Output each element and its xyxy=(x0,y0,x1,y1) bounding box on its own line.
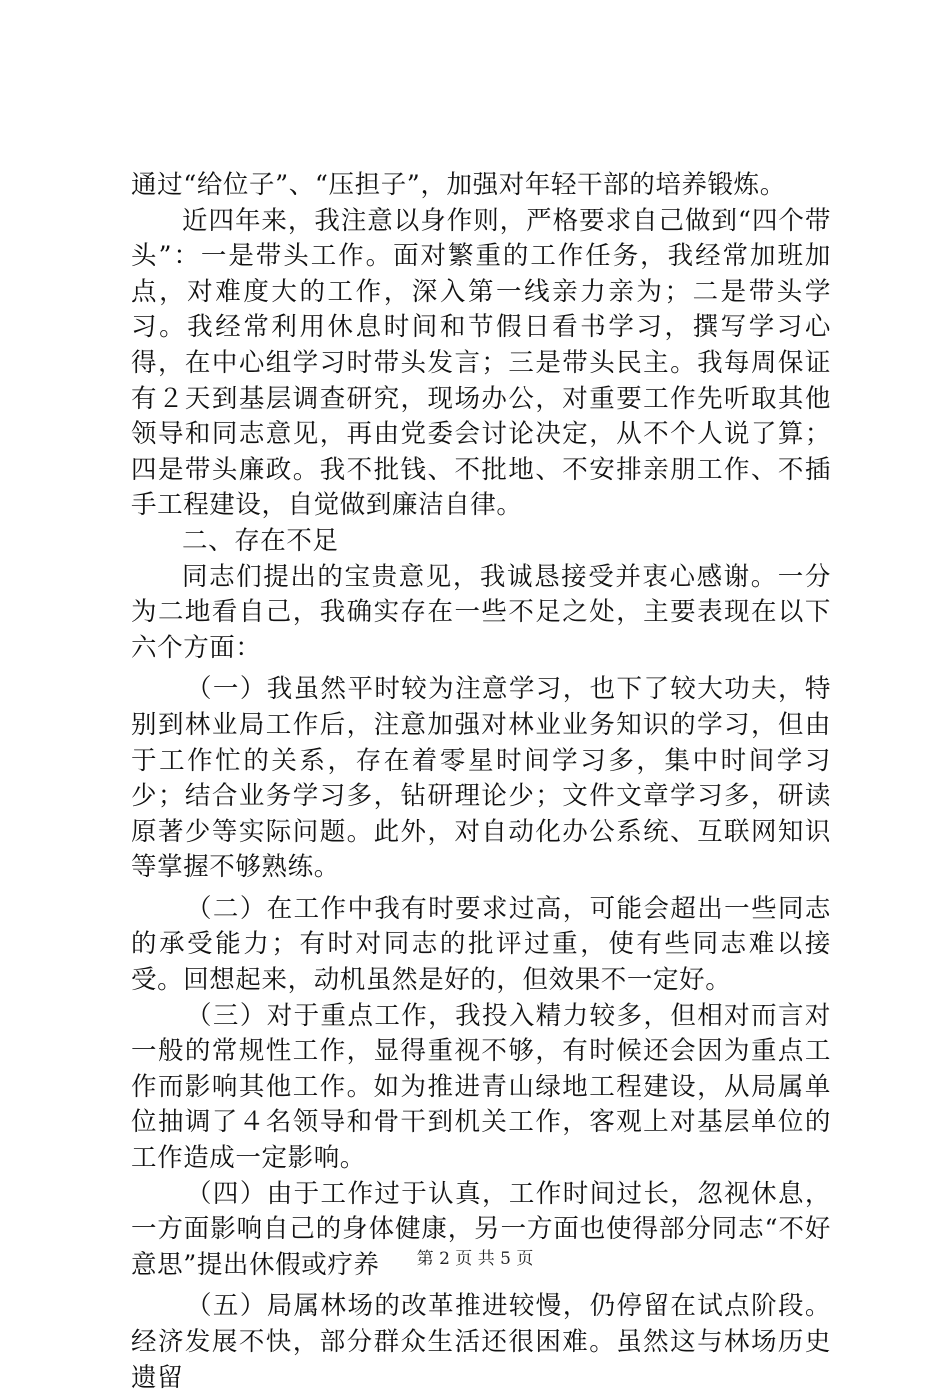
paragraph-item-5: （五）局属林场的改革推进较慢，仍停留在试点阶段。经济发展不快，部分群众生活还很困难。虽然这与林场历史遗留 xyxy=(131,1291,831,1393)
paragraph-item-2: （二）在工作中我有时要求过高，可能会超出一些同志的承受能力；有时对同志的批评过重，使有些同志难以接受。回想起来，动机虽然是好的，但效果不一定好。 xyxy=(131,893,831,996)
paragraph-intro-shortcomings: 同志们提出的宝贵意见，我诚恳接受并衷心感谢。一分为二地看自己，我确实存在一些不足之处，主要表现在以下六个方面： xyxy=(131,561,831,663)
paragraph-continuation: 通过“给位子”、“压担子”，加强对年轻干部的培养锻炼。 xyxy=(131,170,786,200)
document-body xyxy=(131,168,831,1396)
paragraph-item-1: （一）我虽然平时较为注意学习，也下了较大功夫，特别到林业局工作后，注意加强对林业业务知识的学习，但由于工作忙的关系，存在着零星时间学习多，集中时间学习少；结合业务学习多，钻研理论少；文件文章学习多，研读原著少等实际问题。此外，对自动化办公系统、互联网知识等掌握不够熟练。 xyxy=(131,674,831,883)
page-number-footer: 第 2 页 共 5 页 xyxy=(416,1249,534,1269)
paragraph-item-3: （三）对于重点工作，我投入精力较多，但相对而言对一般的常规性工作，显得重视不够，有时候还会因为重点工作而影响其他工作。如为推进青山绿地工程建设，从局属单位抽调了４名领导和骨干到机关工作，客观上对基层单位的工作造成一定影响。 xyxy=(131,1000,831,1174)
paragraph-item-4: （四）由于工作过于认真，工作时间过长，忽视休息，一方面影响自己的身体健康，另一方面也使得部分同志“不好意思”提出休假或疗养 xyxy=(131,1178,831,1280)
section-heading-shortcomings: 二、存在不足 xyxy=(182,525,339,556)
paragraph-four-leads: 近四年来，我注意以身作则，严格要求自己做到“四个带头”：一是带头工作。面对繁重的工作任务，我经常加班加点，对难度大的工作，深入第一线亲力亲为；二是带头学习。我经常利用休息时间和节假日看书学习，撰写学习心得，在中心组学习时带头发言；三是带头民主。我每周保证有２天到基层调查研究，现场办公，对重要工作先听取其他领导和同志意见，再由党委会讨论决定，从不个人说了算；四是带头廉政。我不批钱、不批地、不安排亲朋工作、不插手工程建设，自觉做到廉洁自律。 xyxy=(131,205,831,521)
